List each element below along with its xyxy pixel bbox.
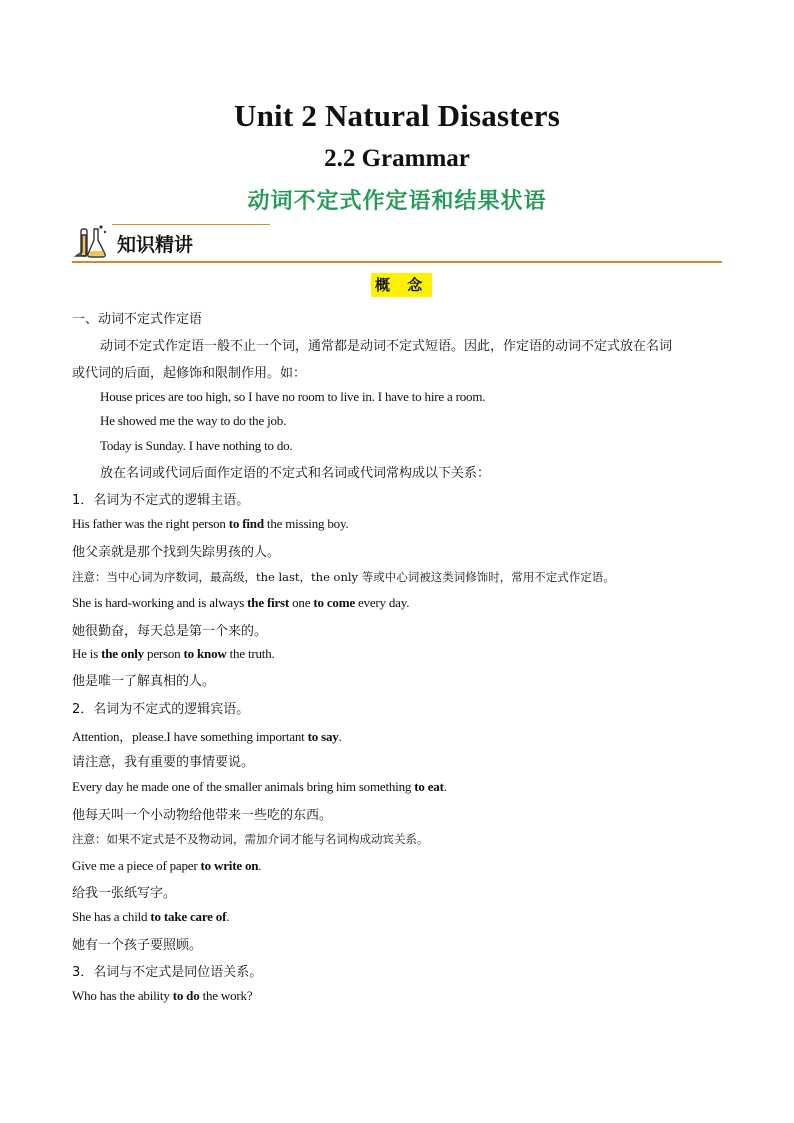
- example-sentence: Who has the ability to do the work?: [72, 988, 253, 1003]
- point-heading: 3．名词与不定式是同位语关系。: [72, 965, 263, 980]
- translation: 她很勤奋，每天总是第一个来的。: [72, 624, 268, 639]
- example-sentence: House prices are too high, so I have no room to live in. I have to hire a room.: [100, 389, 486, 404]
- translation: 他每天叫一个小动物给他带来一些吃的东西。: [72, 808, 333, 823]
- topic-title: 动词不定式作定语和结果状语: [247, 189, 547, 214]
- intro-paragraph-line: 或代词的后面，起修饰和限制作用。如：: [72, 366, 307, 381]
- example-sentence: Attention，please.I have something important to say.: [72, 729, 342, 744]
- banner-top-rule: [112, 224, 270, 225]
- example-sentence: She is hard-working and is always the first one to come every day.: [72, 595, 410, 610]
- translation: 她有一个孩子要照顾。: [72, 938, 203, 953]
- unit-title: Unit 2 Natural Disasters: [234, 98, 560, 133]
- example-sentence: He showed me the way to do the job.: [100, 413, 287, 428]
- section-heading: 一、动词不定式作定语: [72, 312, 203, 327]
- example-sentence: Every day he made one of the smaller animals bring him something to eat.: [72, 779, 447, 794]
- banner-label: 知识精讲: [117, 234, 194, 256]
- translation: 请注意，我有重要的事情要说。: [72, 755, 255, 770]
- point-heading: 1．名词为不定式的逻辑主语。: [72, 493, 250, 508]
- grammar-subtitle: 2.2 Grammar: [324, 145, 470, 172]
- note-text: 注意：当中心词为序数词，最高级，the last，the only 等或中心词被这类词修饰时，常用不定式作定语。: [72, 570, 615, 584]
- example-sentence: Today is Sunday. I have nothing to do.: [100, 438, 293, 453]
- note-text: 注意：如果不定式是不及物动词，需加介词才能与名词构成动宾关系。: [72, 832, 429, 846]
- example-sentence: He is the only person to know the truth.: [72, 646, 275, 661]
- example-sentence: She has a child to take care of.: [72, 909, 230, 924]
- flask-icon: [72, 223, 110, 259]
- translation: 他是唯一了解真相的人。: [72, 674, 216, 689]
- example-sentence: Give me a piece of paper to write on.: [72, 858, 262, 873]
- translation: 给我一张纸写字。: [72, 886, 177, 901]
- concept-heading: 概 念: [371, 273, 432, 297]
- banner-bottom-rule: [72, 261, 722, 263]
- intro-paragraph-line: 动词不定式作定语一般不止一个词，通常都是动词不定式短语。因此，作定语的动词不定式放在名词: [100, 339, 673, 354]
- point-heading: 2．名词为不定式的逻辑宾语。: [72, 702, 250, 717]
- relation-text: 放在名词或代词后面作定语的不定式和名词或代词常构成以下关系：: [100, 466, 491, 481]
- translation: 他父亲就是那个找到失踪男孩的人。: [72, 545, 281, 560]
- section-banner: [72, 221, 722, 263]
- example-sentence: His father was the right person to find the missing boy.: [72, 516, 349, 531]
